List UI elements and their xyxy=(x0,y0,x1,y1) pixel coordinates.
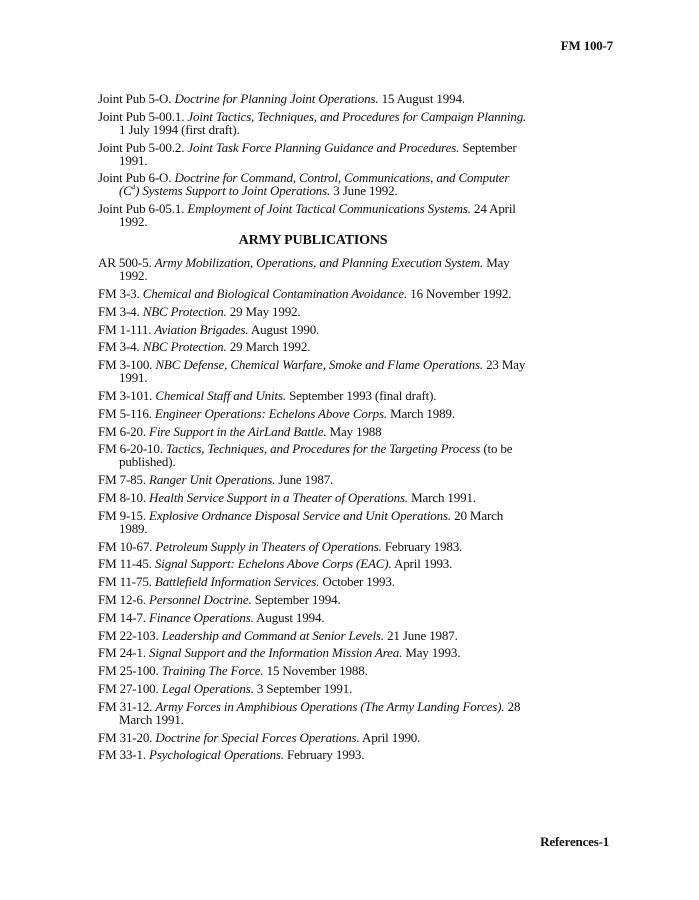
reference-title: Leadership and Command at Senior Levels. xyxy=(161,627,384,643)
reference-id: FM 11-45. xyxy=(98,556,152,572)
reference-title: Fire Support in the AirLand Battle. xyxy=(149,423,327,439)
reference-title: Doctrine for Planning Joint Operations. xyxy=(174,91,379,106)
reference-id: FM 3-100. xyxy=(98,357,153,373)
reference-date: 15 August 1994. xyxy=(381,91,465,106)
reference-title: Engineer Operations: Echelons Above Corps. xyxy=(154,405,388,421)
reference-title: Signal Support: Echelons Above Corps (EAC). xyxy=(154,556,392,572)
reference-date: 15 November 1988. xyxy=(266,663,368,679)
reference-date: 3 September 1991. xyxy=(256,680,353,696)
reference-date: (to be published). xyxy=(119,441,513,470)
reference-title: Battlefield Information Services. xyxy=(154,574,320,590)
reference-id: FM 3-4. xyxy=(98,339,140,355)
reference-date: 21 June 1987. xyxy=(387,627,458,643)
reference-id: FM 24-1. xyxy=(98,645,146,661)
reference-title: Doctrine for Special Forces Operations. xyxy=(155,729,360,745)
reference-entry xyxy=(98,611,528,624)
reference-date: August 1990. xyxy=(250,321,320,337)
reference-id: FM 11-75. xyxy=(98,574,152,590)
reference-entry xyxy=(98,700,528,726)
reference-date: May 1992. xyxy=(119,255,510,284)
reference-title: NBC Defense, Chemical Warfare, Smoke and Flame Operations. xyxy=(155,357,483,373)
reference-title: NBC Protection. xyxy=(142,303,227,319)
reference-date: September 1991. xyxy=(119,139,517,168)
reference-id: FM 6-20. xyxy=(98,423,146,439)
reference-title-part: ) Systems Support to Joint Operations. xyxy=(135,183,331,199)
reference-title: Employment of Joint Tactical Communications Systems. xyxy=(187,201,471,217)
reference-id: FM 12-6. xyxy=(98,591,146,607)
reference-title: Legal Operations. xyxy=(161,680,254,696)
reference-title: Army Forces in Amphibious Operations (The Army Landing Forces). xyxy=(155,698,505,714)
page-header-doc-id: FM 100-7 xyxy=(560,38,613,53)
reference-date: February 1993. xyxy=(287,747,365,763)
reference-title: Explosive Ordnance Disposal Service and Unit Operations. xyxy=(149,507,452,523)
reference-id: FM 5-116. xyxy=(98,405,152,421)
references-body xyxy=(98,92,528,766)
reference-id: FM 25-100. xyxy=(98,663,159,679)
reference-id: FM 3-4. xyxy=(98,303,140,319)
reference-entry xyxy=(98,557,528,570)
reference-title: Training The Force. xyxy=(161,663,264,679)
reference-entry xyxy=(98,340,528,353)
reference-date: 29 May 1992. xyxy=(229,303,301,319)
reference-date: March 1991. xyxy=(411,489,476,505)
reference-id: FM 10-67. xyxy=(98,538,153,554)
reference-entry xyxy=(98,593,528,606)
reference-title-part: Doctrine for Command, Control, Communications, and Computer (C xyxy=(119,170,510,199)
reference-entry xyxy=(98,629,528,642)
reference-date: 24 April 1992. xyxy=(119,201,516,230)
reference-id: FM 7-85. xyxy=(98,472,146,488)
page-footer-label: References-1 xyxy=(540,834,609,849)
reference-entry xyxy=(98,389,528,402)
reference-date: 29 March 1992. xyxy=(229,339,311,355)
reference-title: Health Service Support in a Theater of Operations. xyxy=(149,489,408,505)
reference-title: Signal Support and the Information Mission Area. xyxy=(149,645,403,661)
reference-entry xyxy=(98,442,528,468)
reference-id: FM 22-103. xyxy=(98,627,159,643)
reference-date: 20 March 1989. xyxy=(119,507,504,536)
reference-date: 3 June 1992. xyxy=(333,183,398,199)
reference-title: Petroleum Supply in Theaters of Operations. xyxy=(155,538,382,554)
reference-entry xyxy=(98,425,528,438)
reference-entry xyxy=(98,110,528,136)
reference-id: AR 500-5. xyxy=(98,255,152,271)
reference-date: February 1983. xyxy=(384,538,463,554)
reference-entry xyxy=(98,473,528,486)
reference-id: FM 31-20. xyxy=(98,729,153,745)
reference-title-superscript: 4 xyxy=(131,184,136,193)
reference-date: 1 July 1994 (first draft). xyxy=(119,121,240,137)
reference-id: Joint Pub 6-O. xyxy=(98,170,172,186)
reference-title: Ranger Unit Operations. xyxy=(149,472,276,488)
reference-title: Finance Operations. xyxy=(149,609,254,625)
reference-id: FM 3-3. xyxy=(98,285,140,301)
reference-title: Tactics, Techniques, and Procedures for the Targeting Process xyxy=(165,441,481,457)
reference-title: Chemical and Biological Contamination Avoidance. xyxy=(142,285,408,301)
reference-entry xyxy=(98,748,528,761)
reference-entry xyxy=(98,664,528,677)
reference-id: FM 33-1. xyxy=(98,747,146,763)
reference-title: Joint Tactics, Techniques, and Procedures for Campaign Planning. xyxy=(187,108,527,124)
reference-entry xyxy=(98,731,528,744)
reference-entry xyxy=(98,646,528,659)
reference-title: Psychological Operations. xyxy=(149,747,284,763)
reference-id: Joint Pub 6-05.1. xyxy=(98,201,185,217)
reference-entry xyxy=(98,682,528,695)
reference-date: May 1993. xyxy=(405,645,461,661)
reference-entry xyxy=(98,256,528,282)
reference-entry xyxy=(98,491,528,504)
reference-entry xyxy=(98,92,528,105)
reference-id: FM 1-111. xyxy=(98,321,152,337)
reference-date: August 1994. xyxy=(256,609,325,625)
reference-id: FM 8-10. xyxy=(98,489,146,505)
reference-id: Joint Pub 5-00.2. xyxy=(98,139,185,155)
reference-entry xyxy=(98,171,528,197)
reference-date: September 1994. xyxy=(254,591,341,607)
reference-title: Army Mobilization, Operations, and Planning Execution System. xyxy=(154,255,484,271)
reference-id: FM 31-12. xyxy=(98,698,153,714)
reference-date: 23 May 1991. xyxy=(119,357,526,386)
reference-date: September 1993 (final draft). xyxy=(289,387,437,403)
reference-entry xyxy=(98,305,528,318)
reference-date: 28 March 1991. xyxy=(119,698,521,727)
reference-title: Chemical Staff and Units. xyxy=(155,387,286,403)
reference-entry xyxy=(98,509,528,535)
reference-title xyxy=(119,170,509,198)
reference-title: Aviation Brigades. xyxy=(154,321,249,337)
reference-date: March 1989. xyxy=(390,405,455,421)
reference-title: NBC Protection. xyxy=(142,339,227,355)
reference-id: Joint Pub 5-O. xyxy=(98,91,172,106)
reference-date: June 1987. xyxy=(278,472,334,488)
reference-title: Joint Task Force Planning Guidance and Procedures. xyxy=(187,139,460,155)
reference-date: 16 November 1992. xyxy=(410,285,512,301)
reference-date: May 1988 xyxy=(329,423,382,439)
reference-id: Joint Pub 5-00.1. xyxy=(98,108,185,124)
reference-date: April 1993. xyxy=(393,556,453,572)
army-publications-list xyxy=(98,256,528,761)
reference-id: FM 9-15. xyxy=(98,507,146,523)
reference-entry xyxy=(98,287,528,300)
reference-date: April 1990. xyxy=(361,729,421,745)
reference-id: FM 14-7. xyxy=(98,609,146,625)
reference-date: October 1993. xyxy=(322,574,395,590)
reference-entry xyxy=(98,407,528,420)
reference-title: Personnel Doctrine. xyxy=(149,591,252,607)
section-heading-army-publications: ARMY PUBLICATIONS xyxy=(238,233,388,249)
reference-entry xyxy=(98,141,528,167)
reference-id: FM 27-100. xyxy=(98,680,159,696)
reference-entry xyxy=(98,358,528,384)
reference-entry xyxy=(98,323,528,336)
reference-id: FM 6-20-10. xyxy=(98,441,163,457)
reference-entry xyxy=(98,202,528,228)
reference-entry xyxy=(98,540,528,553)
reference-id: FM 3-101. xyxy=(98,387,153,403)
reference-entry xyxy=(98,575,528,588)
